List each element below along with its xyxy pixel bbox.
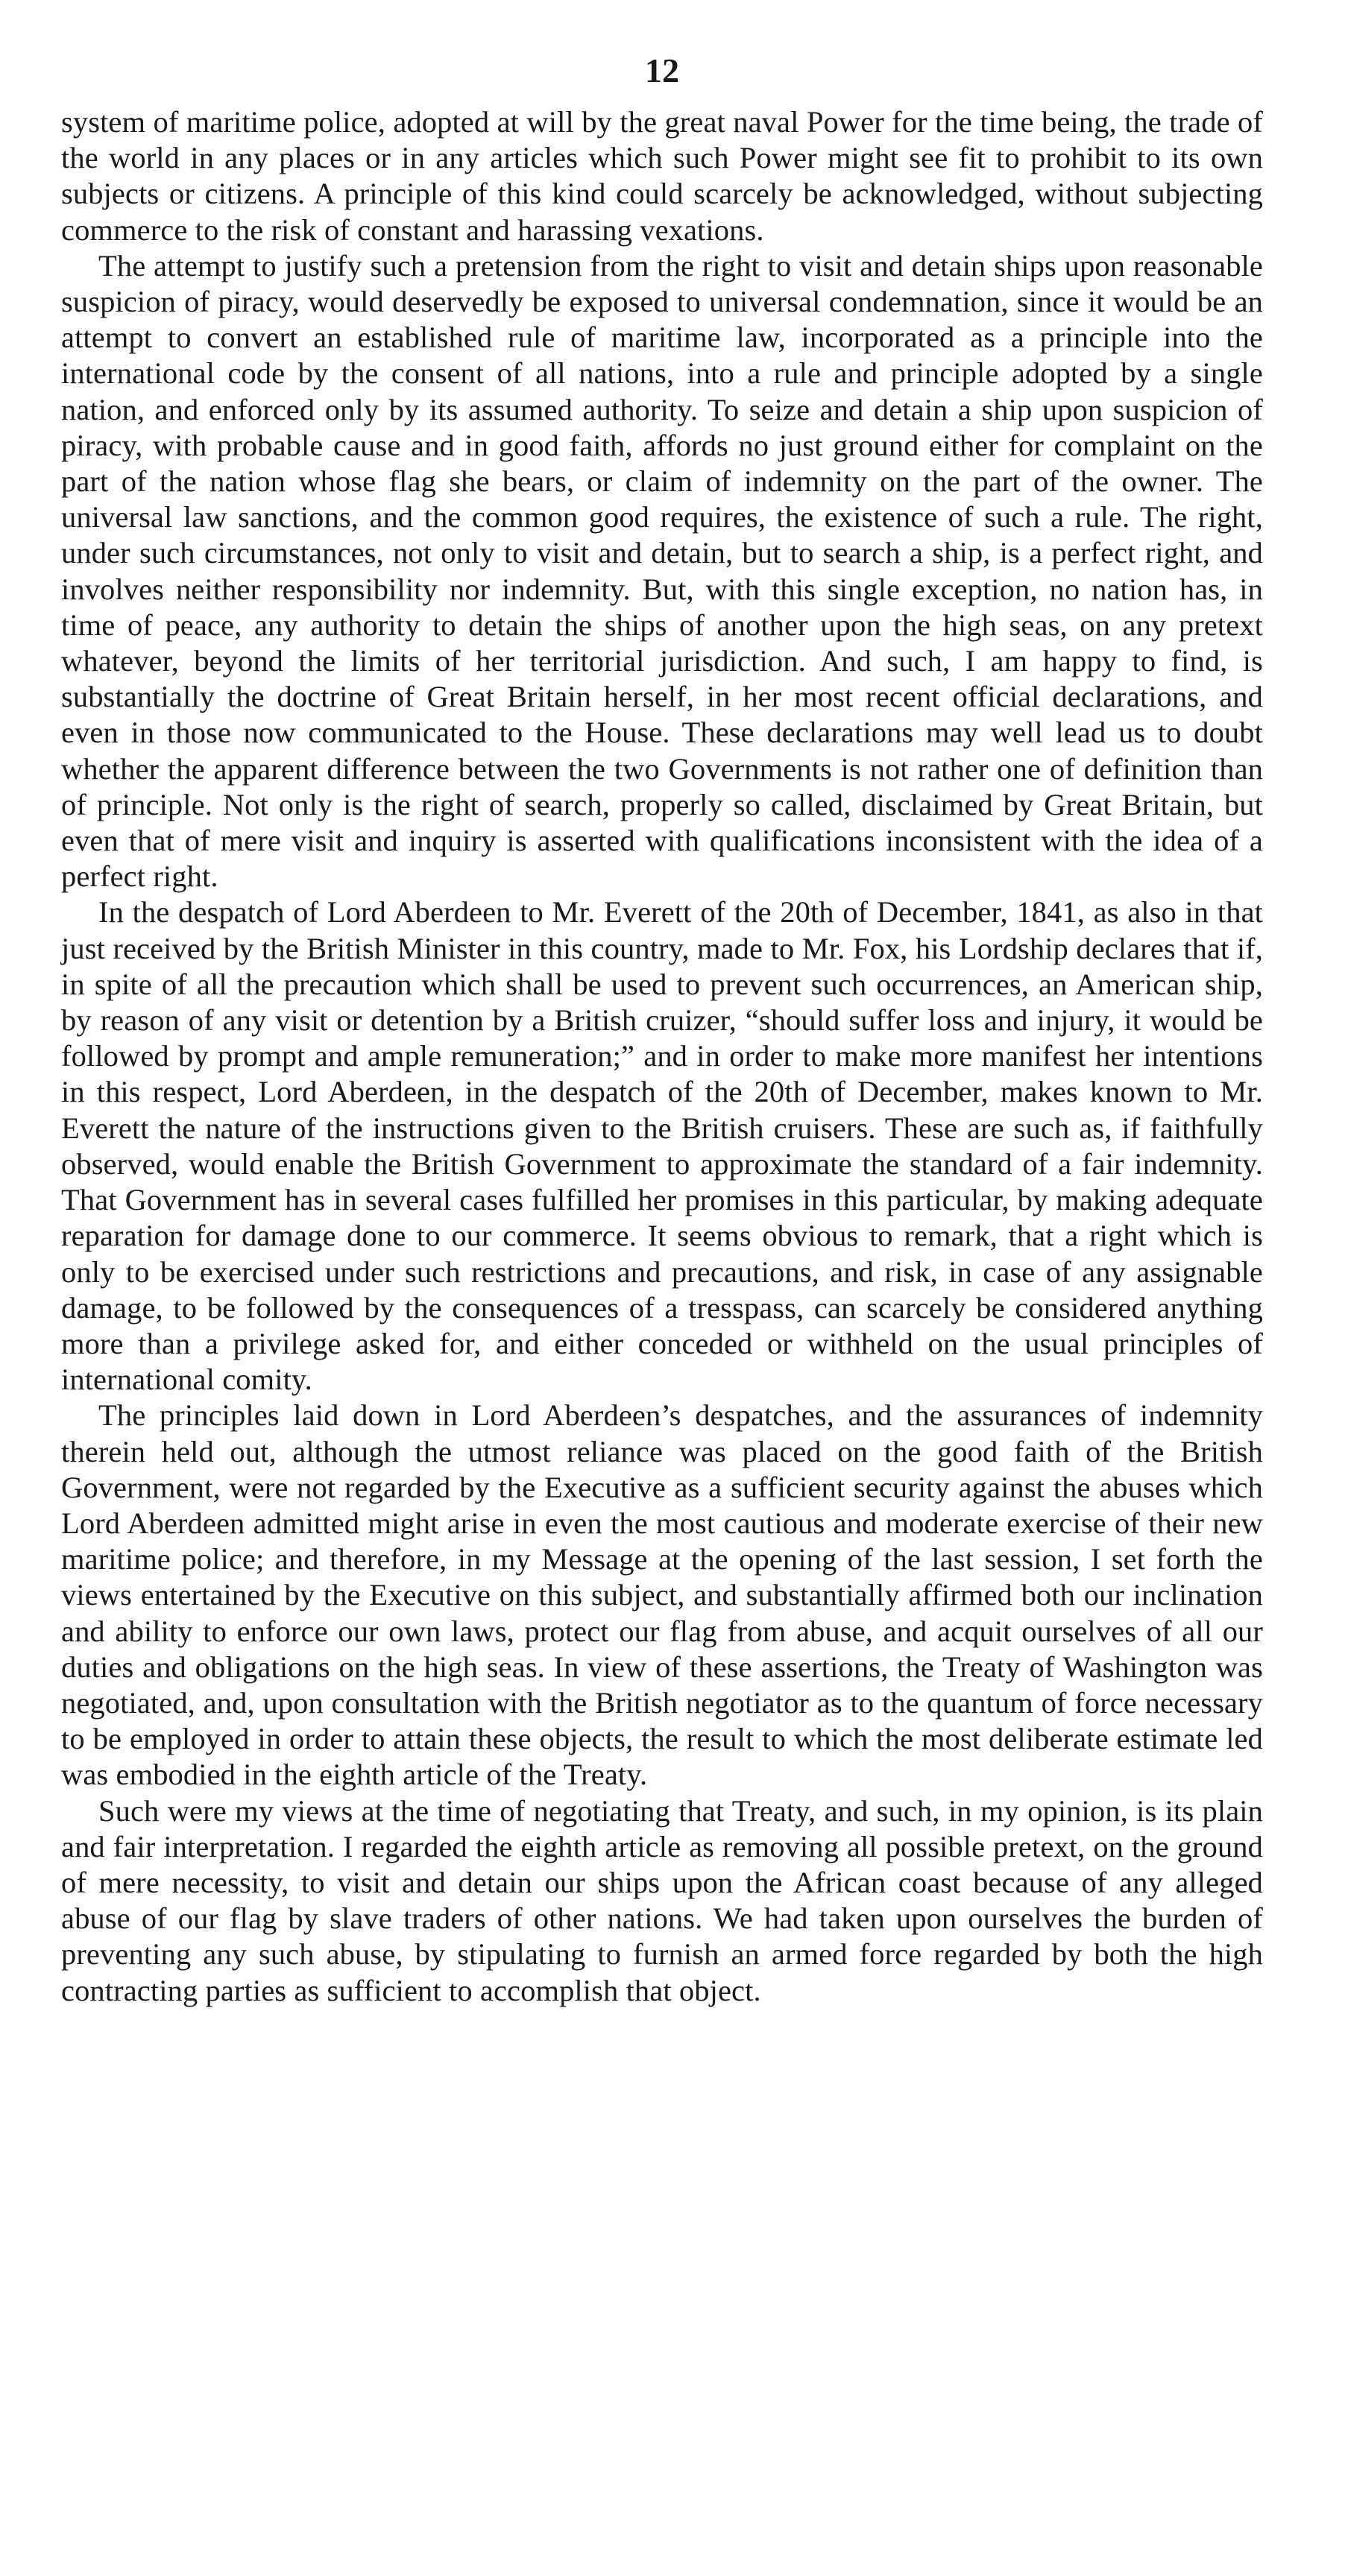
paragraph-right-to-visit: The attempt to justify such a pretension from the right to visit and detain ships upon reasonable suspicion of piracy, would deservedly be exposed to universal condemnation, since it would be an attempt to convert an established rule of maritime law, incorporated as a principle into the international code by the consent of all nations, into a rule and principle adopted by a single nation, and enforced only by its assumed authority. To seize and detain a ship upon suspicion of piracy, with probable cause and in good faith, affords no just ground either for complaint on the part of the nation whose flag she bears, or claim of indemnity on the part of the owner. The universal law sanctions, and the common good requires, the existence of such a rule. The right, under such circumstances, not only to visit and detain, but to search a ship, is a perfect right, and involves neither responsibility nor indemnity. But, with this single exception, no nation has, in time of peace, any authority to detain the ships of another upon the high seas, on any pretext whatever, beyond the limits of her territorial jurisdiction. And such, I am happy to find, is substantially the doctrine of Great Britain herself, in her most recent official declarations, and even in those now communicated to the House. These declarations may well lead us to doubt whether the apparent difference between the two Governments is not rather one of definition than of principle. Not only is the right of search, properly so called, disclaimed by Great Britain, but even that of mere visit and inquiry is asserted with qualifications inconsistent with the idea of a perfect right. xyxy=(61,248,1263,894)
paragraph-continuation: system of maritime police, adopted at will by the great naval Power for the time being, the trade of the world in any places or in any articles which such Power might see fit to prohibit to its own subjects or citizens. A principle of this kind could scarcely be acknowledged, without subjecting commerce to the risk of constant and harassing vexations. xyxy=(61,105,1263,247)
paragraph-treaty-views: Such were my views at the time of negotiating that Treaty, and such, in my opinion, is its plain and fair interpretation. I regarded the eighth article as removing all possible pretext, on the ground of mere necessity, to visit and detain our ships upon the African coast because of any alleged abuse of our flag by slave traders of other nations. We had taken upon ourselves the burden of preventing any such abuse, by stipulating to furnish an armed force regarded by both the high contracting parties as sufficient to accomplish that object. xyxy=(61,1793,1263,2007)
paragraph-principles-indemnity: The principles laid down in Lord Aberdeen’s despatches, and the assurances of indemnity therein held out, although the utmost reliance was placed on the good faith of the British Government, were not regarded by the Executive as a sufficient security against the abuses which Lord Aberdeen admitted might arise in even the most cautious and moderate exercise of their new maritime police; and therefore, in my Message at the opening of the last session, I set forth the views entertained by the Executive on this subject, and substantially affirmed both our inclination and ability to enforce our own laws, protect our flag from abuse, and acquit ourselves of all our duties and obligations on the high seas. In view of these assertions, the Treaty of Washington was negotiated, and, upon consultation with the British negotiator as to the quantum of force necessary to be employed in order to attain these objects, the result to which the most deliberate estimate led was embodied in the eighth article of the Treaty. xyxy=(61,1398,1263,1792)
document-page xyxy=(61,52,1263,2009)
page-number: 12 xyxy=(645,51,679,89)
paragraph-aberdeen-despatch: In the despatch of Lord Aberdeen to Mr. Everett of the 20th of December, 1841, as also in that just received by the British Minister in this country, made to Mr. Fox, his Lordship declares that if, in spite of all the precaution which shall be used to prevent such occurrences, an American ship, by reason of any visit or detention by a British cruizer, “should suffer loss and injury, it would be followed by prompt and ample remuneration;” and in order to make more manifest her intentions in this respect, Lord Aberdeen, in the despatch of the 20th of December, makes known to Mr. Everett the nature of the instructions given to the British cruisers. These are such as, if faithfully observed, would enable the British Government to approximate the standard of a fair indemnity. That Government has in several cases fulfilled her promises in this particular, by making adequate reparation for damage done to our commerce. It seems obvious to remark, that a right which is only to be exercised under such restrictions and precautions, and risk, in case of any assignable damage, to be followed by the consequences of a tresspass, can scarcely be considered anything more than a privilege asked for, and either conceded or withheld on the usual principles of international comity. xyxy=(61,895,1263,1397)
